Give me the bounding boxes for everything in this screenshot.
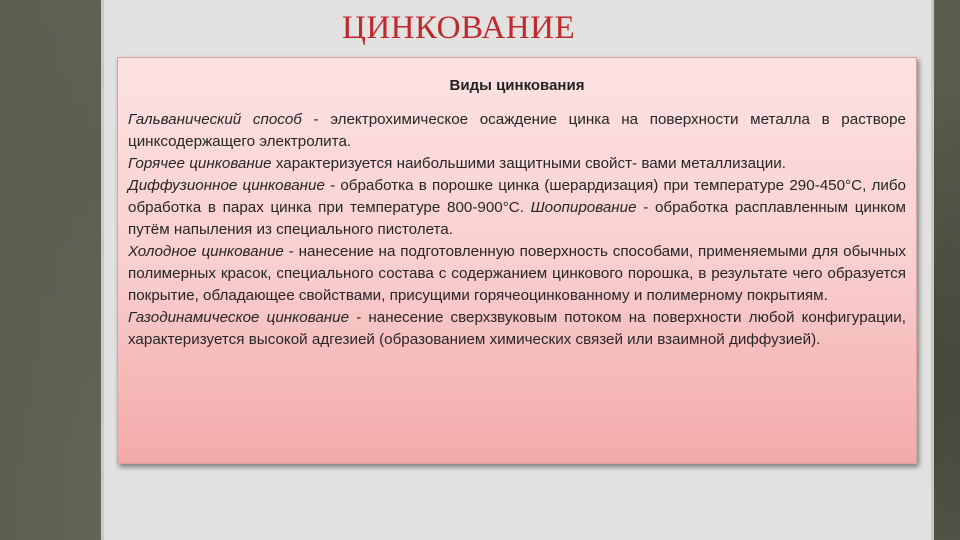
term-galvanic: Гальванический способ	[128, 111, 302, 128]
paragraph-diffusion	[128, 175, 906, 241]
term-schooping: Шоопирование	[530, 199, 637, 216]
text-cold: - нанесение на подготовленную поверхность способами, применяемыми для обычных полимерных красок, специального состава с содержанием цинкового порошка, в результате чего образуется покрытие, обладающее свойствами, присущими горячеоцинкованному и полимерному покрытиям.	[128, 243, 906, 304]
text-gasdynamic: - нанесение сверхзвуковым потоком на поверхности любой конфигурации, характеризуется высокой адгезией (образованием химических связей или взаимной диффузией).	[128, 309, 906, 348]
text-schooping: - обработка расплавленным цинком путём напыления из специального пистолета.	[128, 199, 906, 238]
text-galvanic: - электрохимическое осаждение цинка на поверхности металла в растворе цинксодержащего электролита.	[128, 111, 906, 150]
term-hot: Горячее цинкование	[128, 155, 272, 172]
content-panel	[117, 57, 917, 464]
term-gasdynamic: Газодинамическое цинкование	[128, 309, 350, 326]
paragraph-cold	[128, 241, 906, 307]
text-diffusion: - обработка в порошке цинка (шерардизация) при температуре 290-450°С, либо обработка в парах цинка при температуре 800-900°С.	[128, 177, 906, 216]
text-hot: характеризуется наибольшими защитными свойст- вами металлизации.	[271, 155, 786, 172]
panel-heading: Виды цинкования	[449, 77, 585, 94]
term-diffusion: Диффузионное цинкование	[128, 177, 325, 194]
page-title: ЦИНКОВАНИЕ	[342, 10, 576, 46]
paragraph-hot	[128, 153, 906, 175]
paragraph-galvanic	[128, 109, 906, 153]
term-cold: Холодное цинкование	[128, 243, 284, 260]
paragraph-gasdynamic	[128, 307, 906, 351]
